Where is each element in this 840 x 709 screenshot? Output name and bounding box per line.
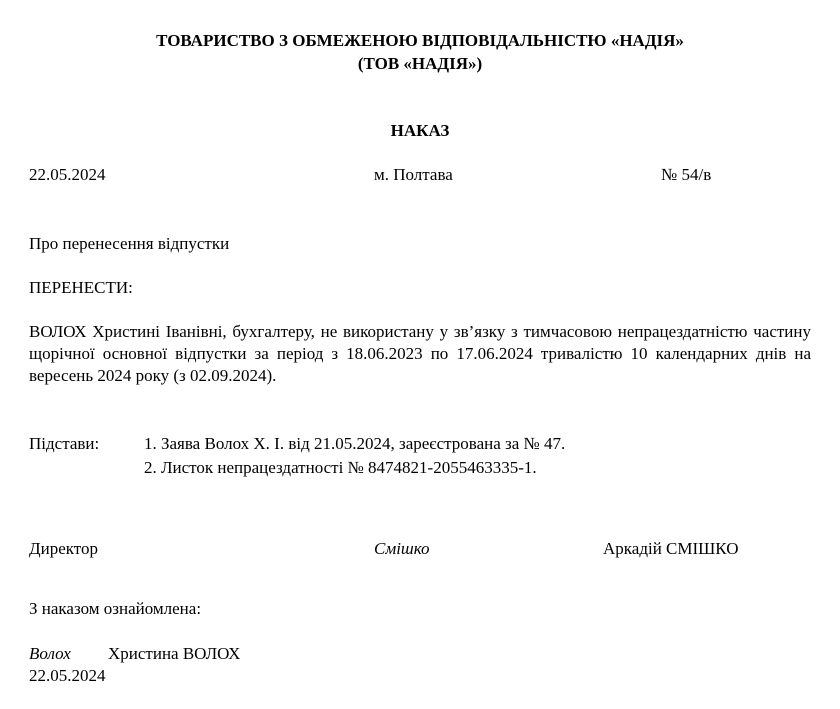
signatory-position: Директор [29, 539, 98, 558]
signatory-name: Аркадій СМІШКО [603, 539, 739, 558]
director-signature: Смішко [374, 539, 430, 558]
employee-signature: Волох [29, 644, 71, 663]
order-date: 22.05.2024 [29, 165, 106, 184]
acknowledgement-date: 22.05.2024 [29, 666, 106, 685]
order-subject: Про перенесення відпустки [29, 234, 230, 253]
basis-item: 2. Листок непрацездатності № 8474821-2055463335-1. [144, 458, 537, 477]
organization-short-name: (ТОВ «НАДІЯ») [357, 54, 483, 73]
document-title: НАКАЗ [390, 121, 450, 140]
basis-list [144, 432, 565, 480]
basis-label: Підстави: [29, 434, 100, 453]
order-directive: ПЕРЕНЕСТИ: [29, 278, 133, 297]
organization-name: ТОВАРИСТВО З ОБМЕЖЕНОЮ ВІДПОВІДАЛЬНІСТЮ «НАДІЯ» [156, 31, 684, 50]
employee-name: Христина ВОЛОХ [108, 644, 241, 663]
acknowledgement-label: З наказом ознайомлена: [29, 599, 202, 618]
order-city: м. Полтава [374, 165, 453, 184]
order-number: № 54/в [661, 165, 712, 184]
basis-item: 1. Заява Волох Х. І. від 21.05.2024, зареєстрована за № 47. [144, 434, 566, 453]
order-body-text: ВОЛОХ Христині Іванівні, бухгалтеру, не використану у зв’язку з тимчасовою непрацездатністю частину щорічної основної відпустки за період з 18.06.2023 по 17.06.2024 тривалістю 10 календарних днів на вересень 2024 року (з 02.09.2024). [29, 322, 811, 385]
